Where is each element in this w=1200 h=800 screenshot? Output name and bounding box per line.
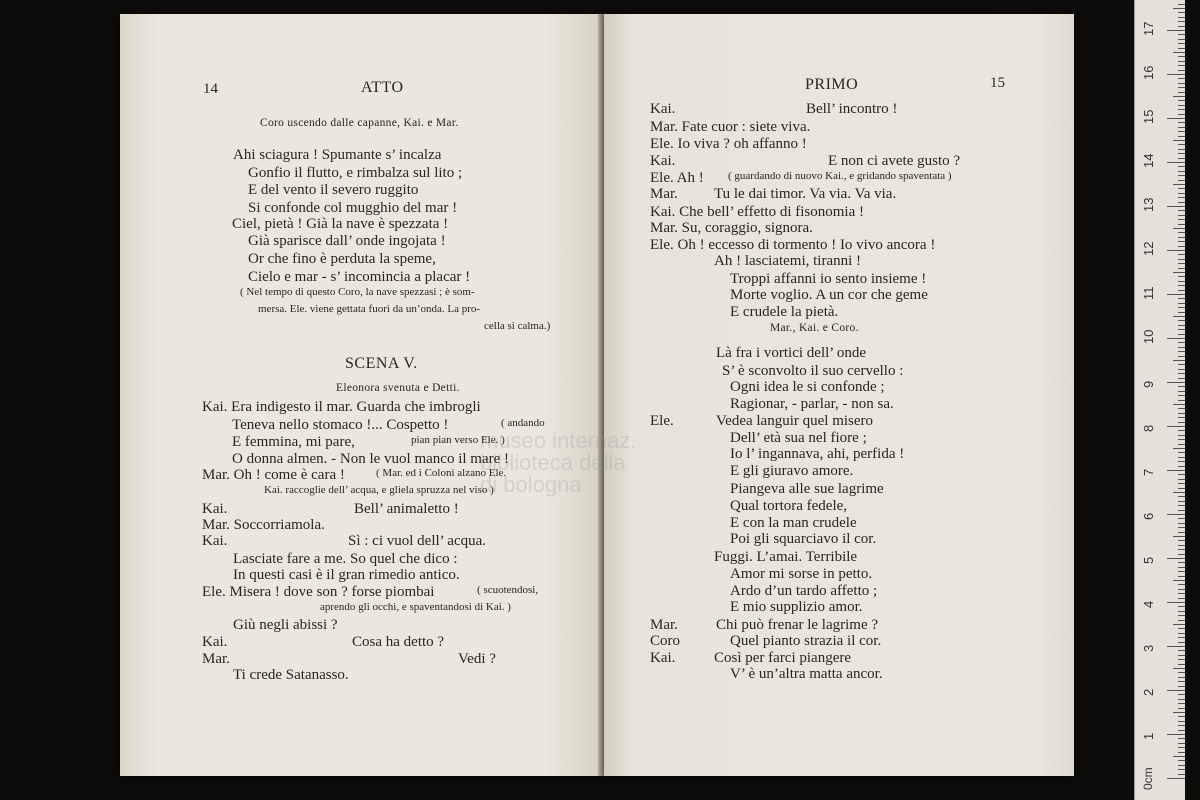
ruler-tick xyxy=(1178,769,1185,770)
ruler-tick xyxy=(1178,483,1185,484)
ruler-tick xyxy=(1167,470,1185,471)
ruler-tick xyxy=(1178,219,1185,220)
ruler-tick xyxy=(1178,320,1185,321)
cast-line: Coro uscendo dalle capanne, Kai. e Mar. xyxy=(260,117,459,129)
text-line: Or che fino è perduta la speme, xyxy=(248,251,436,267)
ruler-tick xyxy=(1178,131,1185,132)
ruler-unit-label: 0cm xyxy=(1141,767,1155,790)
ruler-tick xyxy=(1178,391,1185,392)
ruler-tick xyxy=(1178,501,1185,502)
ruler-tick xyxy=(1178,562,1185,563)
text-line: Morte voglio. A un cor che geme xyxy=(730,287,928,303)
text-line: Ardo d’un tardo affetto ; xyxy=(730,583,878,599)
text-line: Lasciate fare a me. So quel che dico : xyxy=(233,551,458,567)
ruler-number: 12 xyxy=(1141,241,1156,256)
ruler-tick xyxy=(1167,118,1185,119)
ruler-tick xyxy=(1178,765,1185,766)
ruler-tick xyxy=(1173,404,1185,405)
ruler-tick xyxy=(1178,210,1185,211)
ruler-tick xyxy=(1173,624,1185,625)
ruler-tick xyxy=(1178,290,1185,291)
text-line: Mar. xyxy=(202,651,230,667)
stage-direction: mersa. Ele. viene gettata fuori da un’onda. La pro- xyxy=(258,303,481,315)
ruler-tick xyxy=(1173,140,1185,141)
text-line: E non ci avete gusto ? xyxy=(828,153,961,169)
text-line: Kai. xyxy=(202,634,228,650)
ruler-tick xyxy=(1178,153,1185,154)
text-line: E del vento il severo ruggito xyxy=(248,182,419,198)
text-line: Amor mi sorse in petto. xyxy=(730,566,873,582)
ruler-tick xyxy=(1167,778,1185,779)
ruler-number: 13 xyxy=(1141,197,1156,212)
ruler-number: 9 xyxy=(1141,380,1156,388)
ruler-tick xyxy=(1178,408,1185,409)
ruler-tick xyxy=(1178,642,1185,643)
ruler-tick xyxy=(1178,4,1185,5)
watermark-line: biblioteca della xyxy=(480,450,626,475)
text-line: Chi può frenar le lagrime ? xyxy=(716,617,879,633)
ruler-tick xyxy=(1178,699,1185,700)
ruler-tick xyxy=(1178,774,1185,775)
stage-direction: ( Nel tempo di questo Coro, la nave spezzasi ; è som- xyxy=(240,286,475,298)
ruler-tick xyxy=(1178,659,1185,660)
ruler-tick xyxy=(1178,12,1185,13)
ruler-tick xyxy=(1178,760,1185,761)
text-line: E gli giuravo amore. xyxy=(730,463,854,479)
ruler-tick xyxy=(1178,48,1185,49)
ruler-tick xyxy=(1178,259,1185,260)
text-line: Piangeva alle sue lagrime xyxy=(730,481,884,497)
ruler-tick xyxy=(1178,369,1185,370)
ruler-number: 16 xyxy=(1141,65,1156,80)
ruler-tick xyxy=(1173,272,1185,273)
ruler-tick xyxy=(1178,593,1185,594)
ruler-tick xyxy=(1178,598,1185,599)
ruler-tick xyxy=(1178,466,1185,467)
text-line: Kai. xyxy=(202,533,228,549)
ruler-tick xyxy=(1167,426,1185,427)
ruler-tick xyxy=(1178,92,1185,93)
ruler-tick xyxy=(1178,149,1185,150)
ruler-tick xyxy=(1167,514,1185,515)
ruler-tick xyxy=(1173,316,1185,317)
ruler-tick xyxy=(1178,496,1185,497)
ruler-tick xyxy=(1178,166,1185,167)
text-line: Kai. xyxy=(650,101,676,117)
text-line: Quel pianto strazia il cor. xyxy=(730,633,882,649)
ruler-tick xyxy=(1178,263,1185,264)
ruler-tick xyxy=(1178,109,1185,110)
right-page-number: 15 xyxy=(990,75,1005,91)
ruler-tick xyxy=(1178,589,1185,590)
ruler-tick xyxy=(1173,8,1185,9)
ruler-tick xyxy=(1178,479,1185,480)
text-line: Mar. Su, coraggio, signora. xyxy=(650,220,813,236)
ruler-tick xyxy=(1178,281,1185,282)
ruler-tick xyxy=(1178,224,1185,225)
ruler-tick xyxy=(1178,122,1185,123)
ruler-tick xyxy=(1167,74,1185,75)
text-line: Cielo e mar - s’ incomincia a placar ! xyxy=(248,269,471,285)
text-line: Coro xyxy=(650,633,680,649)
ruler-tick xyxy=(1178,241,1185,242)
ruler-tick xyxy=(1178,422,1185,423)
ruler-tick xyxy=(1178,413,1185,414)
ruler-tick xyxy=(1178,510,1185,511)
ruler-tick xyxy=(1178,70,1185,71)
ruler-number: 5 xyxy=(1141,556,1156,564)
text-line: Ti crede Satanasso. xyxy=(233,667,349,683)
text-line: Così per farci piangere xyxy=(714,650,852,666)
measuring-ruler xyxy=(1134,0,1185,800)
ruler-tick xyxy=(1178,545,1185,546)
ruler-tick xyxy=(1178,61,1185,62)
text-line: Poi gli squarciavo il cor. xyxy=(730,531,877,547)
ruler-number: 4 xyxy=(1141,600,1156,608)
ruler-tick xyxy=(1178,364,1185,365)
ruler-tick xyxy=(1178,444,1185,445)
ruler-tick xyxy=(1178,730,1185,731)
ruler-tick xyxy=(1178,65,1185,66)
ruler-tick xyxy=(1178,188,1185,189)
ruler-tick xyxy=(1178,518,1185,519)
text-line: Kai. xyxy=(650,650,676,666)
ruler-tick xyxy=(1178,193,1185,194)
ruler-tick xyxy=(1173,96,1185,97)
text-line: Tu le dai timor. Va via. Va via. xyxy=(714,186,897,202)
ruler-tick xyxy=(1178,180,1185,181)
ruler-tick xyxy=(1178,527,1185,528)
ruler-tick xyxy=(1178,430,1185,431)
ruler-tick xyxy=(1178,298,1185,299)
ruler-tick xyxy=(1178,606,1185,607)
ruler-tick xyxy=(1178,743,1185,744)
left-page-number: 14 xyxy=(203,81,218,97)
text-line: Io l’ ingannava, ahi, perfida ! xyxy=(730,446,905,462)
ruler-tick xyxy=(1167,162,1185,163)
stage-direction: Kai. raccoglie dell’ acqua, e gliela spruzza nel viso ) xyxy=(264,484,494,496)
ruler-tick xyxy=(1178,378,1185,379)
ruler-tick xyxy=(1178,127,1185,128)
text-line: Sì : ci vuol dell’ acqua. xyxy=(348,533,487,549)
ruler-tick xyxy=(1178,505,1185,506)
ruler-tick xyxy=(1167,338,1185,339)
stage-direction: ( Mar. ed i Coloni alzano Ele. xyxy=(376,467,507,479)
text-line: Mar. Soccorriamola. xyxy=(202,517,325,533)
text-line: Già sparisce dall’ onde ingojata ! xyxy=(248,233,446,249)
watermark-line: di bologna xyxy=(480,472,582,497)
watermark-line: museo internaz. xyxy=(480,428,637,453)
text-line: V’ è un’altra matta ancor. xyxy=(730,666,883,682)
ruler-tick xyxy=(1178,197,1185,198)
ruler-tick xyxy=(1178,672,1185,673)
ruler-number: 2 xyxy=(1141,688,1156,696)
ruler-tick xyxy=(1178,549,1185,550)
ruler-tick xyxy=(1178,615,1185,616)
text-line: Si confonde col mugghio del mar ! xyxy=(248,200,458,216)
text-line: E con la man crudele xyxy=(730,515,857,531)
ruler-tick xyxy=(1178,725,1185,726)
ruler-tick xyxy=(1178,342,1185,343)
ruler-tick xyxy=(1173,536,1185,537)
ruler-tick xyxy=(1178,417,1185,418)
ruler-tick xyxy=(1178,611,1185,612)
text-line: Kai. xyxy=(202,501,228,517)
text-line: Bell’ incontro ! xyxy=(806,101,898,117)
ruler-tick xyxy=(1178,694,1185,695)
ruler-tick xyxy=(1178,386,1185,387)
ruler-tick xyxy=(1167,30,1185,31)
ruler-tick xyxy=(1178,83,1185,84)
ruler-tick xyxy=(1178,554,1185,555)
left-page-header: ATTO xyxy=(361,79,404,96)
right-page-header: PRIMO xyxy=(805,76,859,93)
ruler-tick xyxy=(1167,250,1185,251)
ruler-tick xyxy=(1178,158,1185,159)
ruler-tick xyxy=(1167,646,1185,647)
text-line: E femmina, mi pare, xyxy=(232,434,355,450)
ruler-tick xyxy=(1173,668,1185,669)
text-line: Mar. xyxy=(650,186,678,202)
text-line: Giù negli abissi ? xyxy=(233,617,338,633)
ruler-tick xyxy=(1178,620,1185,621)
ruler-tick xyxy=(1178,285,1185,286)
ruler-tick xyxy=(1178,347,1185,348)
ruler-tick xyxy=(1178,532,1185,533)
ruler-tick xyxy=(1178,703,1185,704)
ruler-tick xyxy=(1167,294,1185,295)
ruler-tick xyxy=(1178,17,1185,18)
ruler-tick xyxy=(1178,752,1185,753)
ruler-tick xyxy=(1178,312,1185,313)
ruler-tick xyxy=(1178,175,1185,176)
ruler-tick xyxy=(1178,232,1185,233)
ruler-tick xyxy=(1178,457,1185,458)
ruler-tick xyxy=(1178,87,1185,88)
text-line: Kai. xyxy=(650,153,676,169)
ruler-tick xyxy=(1173,448,1185,449)
ruler-tick xyxy=(1178,452,1185,453)
text-line: Ele. Io viva ? oh affanno ! xyxy=(650,136,807,152)
ruler-tick xyxy=(1167,558,1185,559)
ruler-tick xyxy=(1167,382,1185,383)
ruler-tick xyxy=(1178,105,1185,106)
text-line: S’ è sconvolto il suo cervello : xyxy=(722,363,904,379)
text-line: Mar. Oh ! come è cara ! xyxy=(202,467,345,483)
ruler-tick xyxy=(1178,395,1185,396)
ruler-tick xyxy=(1178,329,1185,330)
ruler-tick xyxy=(1178,334,1185,335)
text-line: Ele. Misera ! dove son ? forse piombai xyxy=(202,584,435,600)
ruler-number: 6 xyxy=(1141,512,1156,520)
ruler-tick xyxy=(1178,461,1185,462)
stage-direction: pian pian verso Ele. ) xyxy=(411,434,505,446)
ruler-tick xyxy=(1173,580,1185,581)
ruler-tick xyxy=(1178,276,1185,277)
text-line: Dell’ età sua nel fiore ; xyxy=(730,430,867,446)
ruler-tick xyxy=(1178,56,1185,57)
ruler-tick xyxy=(1178,100,1185,101)
text-line: Kai. Che bell’ effetto di fisonomia ! xyxy=(650,204,864,220)
ruler-tick xyxy=(1178,202,1185,203)
text-line: Ele. Ah ! xyxy=(650,170,704,186)
ruler-tick xyxy=(1178,144,1185,145)
text-line: Ele. xyxy=(650,413,674,429)
ruler-tick xyxy=(1178,716,1185,717)
ruler-tick xyxy=(1178,681,1185,682)
ruler-tick xyxy=(1178,488,1185,489)
ruler-tick xyxy=(1167,690,1185,691)
ruler-tick xyxy=(1178,650,1185,651)
ruler-tick xyxy=(1178,721,1185,722)
stage-direction: ( scuotendosi, xyxy=(477,584,539,596)
ruler-tick xyxy=(1178,576,1185,577)
text-line: Kai. Era indigesto il mar. Guarda che imbrogli xyxy=(202,399,481,415)
ruler-tick xyxy=(1178,373,1185,374)
text-line: Cosa ha detto ? xyxy=(352,634,445,650)
text-line: Ahi sciagura ! Spumante s’ incalza xyxy=(233,147,442,163)
cast-line: Eleonora svenuta e Detti. xyxy=(336,382,460,394)
ruler-tick xyxy=(1178,171,1185,172)
ruler-number: 15 xyxy=(1141,109,1156,124)
ruler-tick xyxy=(1178,523,1185,524)
ruler-tick xyxy=(1178,325,1185,326)
ruler-tick xyxy=(1178,571,1185,572)
ruler-tick xyxy=(1167,602,1185,603)
ruler-tick xyxy=(1178,39,1185,40)
ruler-tick xyxy=(1178,307,1185,308)
ruler-tick xyxy=(1178,34,1185,35)
ruler-tick xyxy=(1178,655,1185,656)
stage-direction: aprendo gli occhi, e spaventandosi di Kai. ) xyxy=(320,601,511,613)
ruler-tick xyxy=(1167,734,1185,735)
ruler-tick xyxy=(1178,747,1185,748)
text-line: In questi casi è il gran rimedio antico. xyxy=(233,567,460,583)
ruler-tick xyxy=(1178,474,1185,475)
ruler-tick xyxy=(1178,567,1185,568)
scene-heading: SCENA V. xyxy=(345,355,418,372)
stage-direction: ( andando xyxy=(501,417,545,429)
ruler-tick xyxy=(1173,360,1185,361)
text-line: O donna almen. - Non le vuol manco il mare ! xyxy=(232,451,510,467)
ruler-number: 14 xyxy=(1141,153,1156,168)
ruler-tick xyxy=(1178,708,1185,709)
ruler-number: 8 xyxy=(1141,424,1156,432)
ruler-tick xyxy=(1173,756,1185,757)
ruler-tick xyxy=(1178,633,1185,634)
text-line: Ragionar, - parlar, - non sa. xyxy=(730,396,894,412)
text-line: Troppi affanni io sento insieme ! xyxy=(730,271,927,287)
text-line: Là fra i vortici dell’ onde xyxy=(716,345,867,361)
ruler-tick xyxy=(1178,664,1185,665)
text-line: Ele. Oh ! eccesso di tormento ! Io vivo ancora ! xyxy=(650,237,936,253)
text-line: E crudele la pietà. xyxy=(730,304,839,320)
text-line: Vedea languir quel misero xyxy=(716,413,874,429)
ruler-tick xyxy=(1178,686,1185,687)
ruler-tick xyxy=(1173,228,1185,229)
ruler-tick xyxy=(1173,712,1185,713)
ruler-tick xyxy=(1178,254,1185,255)
ruler-tick xyxy=(1178,356,1185,357)
ruler-tick xyxy=(1173,492,1185,493)
cast-line: Mar., Kai. e Coro. xyxy=(770,322,859,334)
ruler-number: 3 xyxy=(1141,644,1156,652)
ruler-tick xyxy=(1178,21,1185,22)
ruler-tick xyxy=(1178,136,1185,137)
text-line: Ciel, pietà ! Già la nave è spezzata ! xyxy=(232,216,449,232)
ruler-tick xyxy=(1178,43,1185,44)
ruler-tick xyxy=(1173,52,1185,53)
ruler-number: 1 xyxy=(1141,732,1156,740)
stage-direction: cella si calma.) xyxy=(484,320,551,332)
text-line: Bell’ animaletto ! xyxy=(354,501,459,517)
ruler-tick xyxy=(1178,26,1185,27)
text-line: Teneva nello stomaco !... Cospetto ! xyxy=(232,417,449,433)
stage-direction: ( guardando di nuovo Kai., e gridando spaventata ) xyxy=(728,170,952,182)
ruler-tick xyxy=(1178,114,1185,115)
ruler-tick xyxy=(1178,246,1185,247)
ruler-tick xyxy=(1178,540,1185,541)
text-line: E mio supplizio amor. xyxy=(730,599,863,615)
ruler-tick xyxy=(1178,215,1185,216)
ruler-tick xyxy=(1178,78,1185,79)
ruler-number: 7 xyxy=(1141,468,1156,476)
ruler-tick xyxy=(1167,206,1185,207)
text-line: Ogni idea le si confonde ; xyxy=(730,379,885,395)
text-line: Qual tortora fedele, xyxy=(730,498,848,514)
ruler-tick xyxy=(1178,677,1185,678)
text-line: Ah ! lasciatemi, tiranni ! xyxy=(714,253,862,269)
text-line: Fuggi. L’amai. Terribile xyxy=(714,549,858,565)
ruler-number: 10 xyxy=(1141,329,1156,344)
ruler-number: 11 xyxy=(1141,286,1156,300)
ruler-tick xyxy=(1178,628,1185,629)
ruler-tick xyxy=(1178,738,1185,739)
ruler-tick xyxy=(1178,351,1185,352)
ruler-tick xyxy=(1178,303,1185,304)
ruler-tick xyxy=(1178,637,1185,638)
ruler-tick xyxy=(1178,237,1185,238)
text-line: Mar. xyxy=(650,617,678,633)
ruler-tick xyxy=(1178,435,1185,436)
ruler-tick xyxy=(1178,584,1185,585)
ruler-number: 17 xyxy=(1141,21,1156,36)
ruler-tick xyxy=(1178,400,1185,401)
text-line: Vedi ? xyxy=(458,651,496,667)
ruler-tick xyxy=(1173,184,1185,185)
ruler-tick xyxy=(1178,439,1185,440)
text-line: Gonfio il flutto, e rimbalza sul lito ; xyxy=(248,165,463,181)
text-line: Mar. Fate cuor : siete viva. xyxy=(650,119,811,135)
ruler-tick xyxy=(1178,268,1185,269)
